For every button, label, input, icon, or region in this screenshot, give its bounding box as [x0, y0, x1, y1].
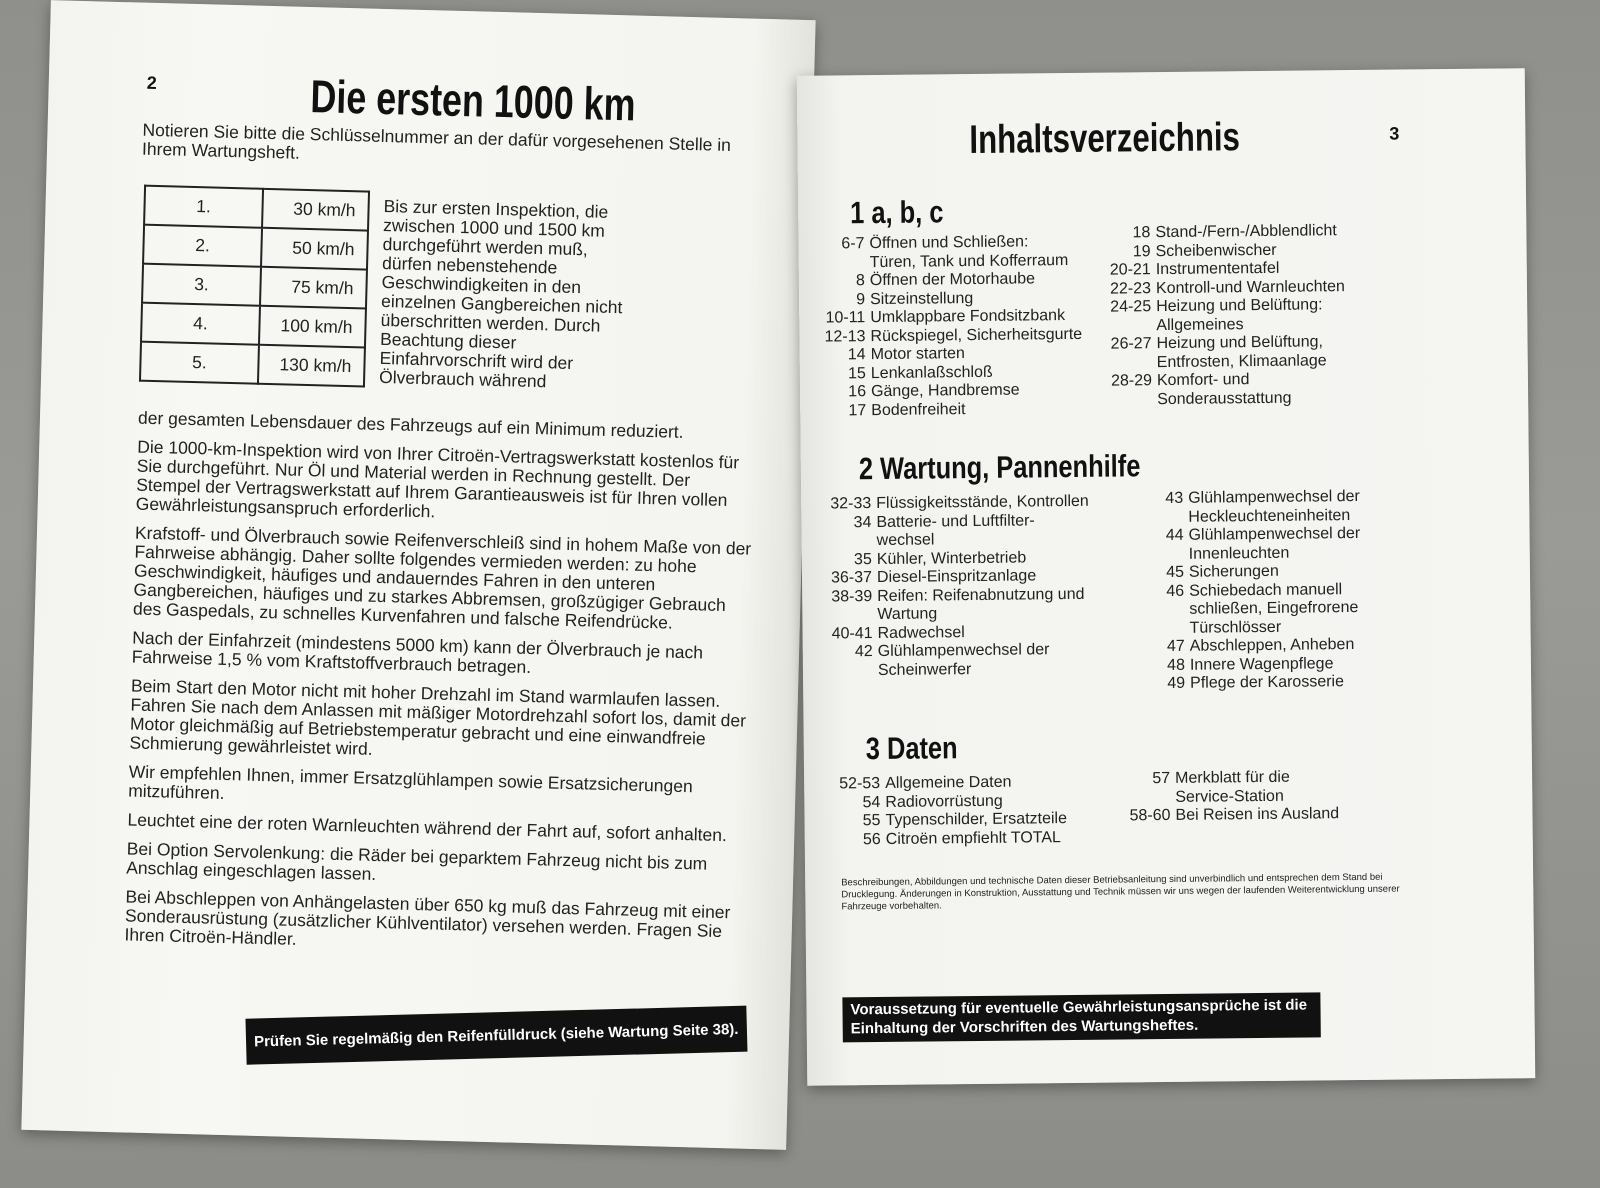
toc-line: Kontroll-und Warnleuchten	[1155, 277, 1345, 297]
toc-entry	[1138, 580, 1409, 638]
toc-entry	[1139, 672, 1409, 693]
toc-line: Öffnen und Schließen:	[869, 233, 1029, 253]
toc-line: Pflege der Karosserie	[1190, 673, 1345, 692]
toc-line: Lenkanlaßschloß	[870, 363, 993, 382]
section-heading: 1 a, b, c	[849, 194, 944, 231]
toc-column	[818, 232, 1120, 420]
toc-page-number: 58-60	[1129, 806, 1171, 825]
toc-page-number: 24-25	[1110, 298, 1152, 316]
toc-line: Glühlampenwechsel der	[1188, 487, 1360, 507]
toc-line: Komfort- und	[1156, 371, 1250, 390]
toc-page-number: 52-53	[839, 775, 881, 793]
toc-page-number: 16	[848, 383, 867, 401]
toc-entry	[1106, 370, 1396, 410]
page-title: Die ersten 1000 km	[309, 70, 637, 131]
toc-entry-text	[1156, 333, 1395, 373]
toc-entry	[826, 585, 1126, 625]
toc-line: Scheinwerfer	[877, 660, 972, 679]
paragraph: Nach der Einfahrzeit (mindestens 5000 km) kann der Ölverbrauch je nach Fahrweise 1,5 % vom Kraftstoffverbrauch betragen.	[131, 627, 704, 677]
toc-entry	[827, 640, 1127, 680]
intro-paragraph: Notieren Sie bitte die Schlüsselnummer an der dafür vorgesehenen Stelle in Ihrem Wartungsheft.	[141, 119, 732, 163]
toc-entry	[1105, 296, 1395, 336]
toc-page-number: 55	[862, 812, 881, 830]
toc-entry-text	[1190, 635, 1409, 656]
toc-entry-text	[869, 232, 1118, 272]
toc-page-number: 6-7	[841, 235, 865, 253]
toc-entry	[825, 511, 1125, 551]
table-row	[144, 186, 369, 231]
paragraph: Bei Option Servolenkung: die Räder bei geparktem Fahrzeug nicht bis zum Anschlag eingeschlagen lassen.	[125, 838, 708, 884]
toc-line: Sonderausstattung	[1157, 389, 1292, 408]
toc-column	[1104, 222, 1396, 410]
toc-entry	[1105, 333, 1395, 373]
warranty-banner: Voraussetzung für eventuelle Gewährleistungsansprüche ist die Einhaltung der Vorschriften des Wartungsheftes.	[842, 992, 1320, 1042]
toc-line: Gänge, Handbremse	[870, 381, 1020, 401]
toc-page-number: 8	[855, 272, 865, 290]
toc-entry-text	[871, 399, 1120, 420]
toc-entry-text	[876, 511, 1125, 551]
toc-line: Radwechsel	[877, 623, 965, 642]
speed-cell: 130 km/h	[258, 345, 365, 387]
toc-page-number: 43	[1165, 489, 1184, 508]
paragraph: Wir empfehlen Ihnen, immer Ersatzglühlampen sowie Ersatzsicherungen mitzuführen.	[127, 761, 693, 803]
toc-page-number: 19	[1132, 242, 1151, 260]
toc-line: Öffnen der Motorhaube	[869, 270, 1036, 290]
toc-title: Inhaltsverzeichnis	[969, 115, 1241, 163]
speed-cell: 75 km/h	[260, 267, 367, 309]
toc-page-number: 47	[1166, 637, 1185, 655]
break-in-text: Bis zur ersten Inspektion, die zwischen 1000 und 1500 km durchgeführt werden muß, dürfen nebenstehende Geschwindigkeiten in den einzelnen Gangbereichen nicht überschritten werden. Durch Beachtung dieser Einfahrvorschrift wird der Ölverbrauch während	[378, 195, 623, 392]
toc-line: Motor starten	[870, 345, 966, 364]
toc-line: Diesel-Einspritzanlage	[876, 567, 1037, 587]
toc-page-number: 26-27	[1110, 335, 1152, 353]
toc-column	[1124, 767, 1415, 826]
toc-page-number: 36-37	[830, 569, 873, 587]
toc-page-number: 9	[856, 290, 866, 308]
toc-entry-text	[878, 640, 1127, 680]
toc-line: Heizung und Belüftung:	[1156, 296, 1323, 316]
toc-entry-text	[1188, 487, 1407, 526]
section-heading: 3 Daten	[865, 730, 958, 767]
toc-line: Reifen: Reifenabnutzung und	[877, 585, 1085, 605]
toc-entry	[1124, 804, 1414, 826]
toc-column	[834, 772, 1135, 849]
disclaimer-text: Beschreibungen, Abbildungen und technische Daten dieser Betriebsanleitung sind unverbindlich und entsprechen dem Stand bei Drucklegung. Änderungen in Konstruktion, Ausstattung und Technik müssen wir uns wegen der laufenden Weiterentwicklung unserer Fahrzeuge vorbehalten.	[841, 871, 1400, 913]
toc-page-number: 54	[862, 793, 881, 811]
toc-page-number: 15	[847, 364, 866, 382]
toc-line: Türen, Tank und Kofferraum	[869, 251, 1069, 271]
toc-page-number: 46	[1166, 582, 1185, 600]
gear-cell: 5.	[140, 342, 259, 384]
toc-line: Heizung und Belüftung,	[1156, 333, 1323, 353]
toc-page-number: 14	[847, 346, 866, 364]
toc-entry-text	[1188, 524, 1407, 563]
toc-column	[825, 492, 1127, 680]
toc-line: Allgemeine Daten	[885, 773, 1012, 792]
toc-line: Flüssigkeitsstände, Kontrollen	[876, 492, 1089, 513]
toc-page-number: 20-21	[1109, 261, 1151, 279]
paragraph: der gesamten Lebensdauer des Fahrzeugs auf ein Minimum reduziert.	[137, 407, 684, 442]
toc-entry-text	[1155, 222, 1394, 243]
toc-entry-text	[877, 585, 1126, 625]
toc-line: Radiovorrüstung	[885, 792, 1003, 811]
toc-line: Sicherungen	[1188, 562, 1279, 581]
paragraph: Bei Abschleppen von Anhängelasten über 650 kg muß das Fahrzeug mit einer Sonderausrüstung (zusätzlicher Kühlventilator) versehen werden. Fragen Sie Ihren Citroën-Händler.	[124, 886, 731, 949]
toc-entry-text	[1155, 240, 1394, 261]
paragraph: Krafstoff- und Ölverbrauch sowie Reifenverschleiß sind in hohem Maße von der Fahrweise abhängig. Daher sollte folgendes vermieden werden: zu hohe Geschwindigkeit, häufiges und andauerndes Fahren in den unteren Gangbereichen, häufiges und zu starkes Abbremsen, großzügiger Gebrauch des Gaspedals, zu schnelles Kurvenfahren und falsche Reifendrücke.	[132, 522, 752, 633]
page-number: 3	[1389, 123, 1400, 144]
toc-entry-text	[1156, 296, 1395, 336]
toc-page-number: 57	[1152, 769, 1171, 788]
toc-line: Innere Wagenpflege	[1189, 654, 1334, 674]
toc-line: Allgemeines	[1156, 315, 1244, 334]
toc-entry-text	[886, 828, 1135, 849]
toc-line: Bodenfreiheit	[871, 400, 966, 419]
toc-page-number: 42	[854, 643, 873, 661]
toc-page-number: 12-13	[824, 327, 866, 346]
toc-entry-text	[1189, 561, 1408, 582]
toc-page-number: 17	[848, 401, 867, 419]
table-row	[141, 303, 366, 348]
toc-line: Merkblatt für die	[1175, 768, 1290, 787]
toc-page-number: 56	[862, 830, 881, 848]
toc-line: Typenschilder, Ersatzteile	[885, 810, 1068, 829]
speed-cell: 30 km/h	[262, 189, 369, 231]
toc-line: Heckleuchteneinheiten	[1188, 506, 1351, 526]
toc-entry	[818, 232, 1118, 272]
toc-line: Instrumententafel	[1155, 259, 1280, 279]
toc-line: Batterie- und Luftfilter-	[876, 511, 1035, 531]
toc-page-number: 34	[853, 513, 872, 531]
toc-line: Service-Station	[1175, 787, 1284, 806]
toc-line: Sitzeinstellung	[869, 289, 974, 308]
toc-entry	[1124, 767, 1414, 807]
toc-entry-text	[1190, 672, 1409, 693]
paragraph: Beim Start den Motor nicht mit hoher Drehzahl im Stand warmlaufen lassen. Fahren Sie nach dem Anlassen mit mäßiger Motordrehzahl sofort los, damit der Motor gleichmäßig auf Betriebstemperatur gebracht und eine einwandfreie Schmierung gewährleistet wird.	[129, 675, 747, 759]
toc-line: Bei Reisen ins Ausland	[1175, 805, 1340, 824]
speed-limit-table	[139, 185, 370, 388]
left-page	[21, 0, 815, 1150]
gear-cell: 3.	[142, 264, 261, 306]
toc-page-number: 49	[1167, 674, 1186, 692]
toc-page-number: 45	[1166, 563, 1185, 581]
table-row	[143, 225, 368, 270]
toc-entry-text	[1190, 654, 1409, 675]
toc-entry	[835, 828, 1135, 850]
toc-line: Stand-/Fern-/Abblendlicht	[1155, 222, 1337, 242]
speed-cell: 100 km/h	[259, 306, 366, 348]
toc-line: Citroën empfiehlt TOTAL	[885, 828, 1061, 848]
toc-entry-text	[1157, 370, 1396, 410]
toc-page-number: 40-41	[831, 624, 873, 643]
left-body	[124, 409, 758, 971]
toc-entry	[1137, 487, 1407, 527]
toc-page-number: 28-29	[1110, 372, 1153, 390]
toc-line: wechsel	[876, 531, 935, 550]
toc-line: Scheibenwischer	[1155, 241, 1277, 260]
toc-line: Türschlösser	[1189, 618, 1282, 637]
toc-page-number: 10-11	[825, 309, 866, 327]
toc-page-number: 18	[1132, 224, 1151, 242]
page-number: 2	[146, 72, 158, 93]
toc-column	[1137, 487, 1409, 693]
table-row	[142, 264, 367, 309]
toc-entry-text	[1175, 804, 1414, 825]
toc-entry-text	[1156, 259, 1395, 280]
toc-line: Schiebedach manuell	[1189, 580, 1343, 600]
toc-page-number: 32-33	[830, 495, 872, 513]
toc-line: Glühlampenwechsel der	[1188, 524, 1361, 544]
table-row	[140, 342, 365, 387]
paragraph: Die 1000-km-Inspektion wird von Ihrer Citroën-Vertragswerkstatt kostenlos für Sie durchgeführt. Nur Öl und Material werden in Rechnung gestellt. Der Stempel der Vertragswerkstatt auf Ihrem Garantieausweis ist für Ihren vollen Gewährleistungsanspruch erforderlich.	[135, 436, 740, 522]
section-heading: 2 Wartung, Pannenhilfe	[858, 448, 1141, 487]
toc-entry-text	[1189, 580, 1409, 638]
speed-cell: 50 km/h	[261, 228, 368, 270]
toc-page-number: 35	[853, 550, 872, 568]
tire-pressure-banner: Prüfen Sie regelmäßig den Reifenfülldruck (siehe Wartung Seite 38).	[245, 1006, 747, 1065]
paragraph: Leuchtet eine der roten Warnleuchten während der Fahrt auf, sofort anhalten.	[127, 809, 728, 846]
toc-line: Glühlampenwechsel der	[877, 641, 1050, 661]
toc-line: Rückspiegel, Sicherheitsgurte	[870, 325, 1083, 345]
toc-line: Wartung	[877, 605, 938, 624]
toc-page-number: 38-39	[831, 587, 873, 606]
right-page	[797, 68, 1536, 1086]
toc-entry-text	[1156, 277, 1395, 298]
toc-entry	[1137, 524, 1407, 564]
toc-entry-text	[1175, 767, 1414, 807]
toc-page-number: 48	[1167, 656, 1186, 674]
gear-cell: 2.	[143, 225, 262, 267]
toc-entry	[820, 399, 1120, 421]
toc-line: Entfrosten, Klimaanlage	[1156, 351, 1327, 371]
toc-line: Kühler, Winterbetrieb	[876, 548, 1027, 568]
toc-line: Innenleuchten	[1188, 544, 1290, 563]
toc-page-number: 44	[1165, 526, 1184, 544]
toc-line: Abschleppen, Anheben	[1189, 636, 1355, 655]
toc-page-number: 22-23	[1109, 279, 1152, 298]
gear-cell: 4.	[141, 303, 260, 345]
toc-line: Umklappbare Fondsitzbank	[870, 307, 1066, 327]
toc-line: schließen, Eingefrorene	[1189, 598, 1359, 618]
gear-cell: 1.	[144, 186, 263, 228]
